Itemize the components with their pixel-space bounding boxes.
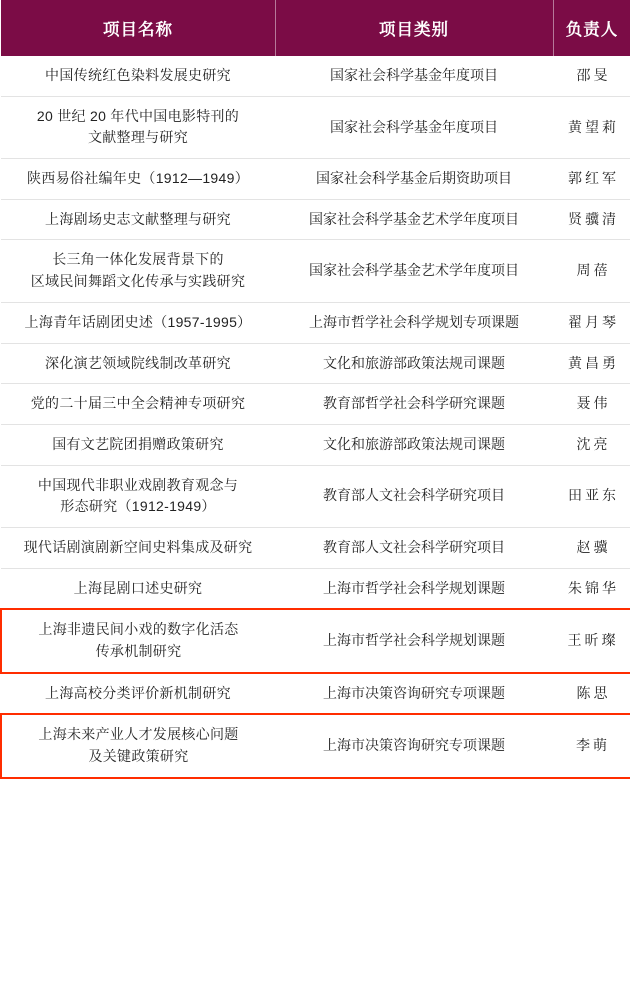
cell-project-category <box>275 302 553 343</box>
project-category-line: 国家社会科学基金后期资助项目 <box>316 170 512 187</box>
cell-project-name <box>1 527 275 568</box>
project-category-line: 文化和旅游部政策法规司课题 <box>323 354 505 371</box>
cell-lead: 聂伟 <box>553 384 630 425</box>
table-row <box>1 673 630 715</box>
cell-lead: 翟月琴 <box>553 302 630 343</box>
cell-project-category <box>275 159 553 200</box>
cell-project-category <box>275 56 553 96</box>
project-category-line: 上海市哲学社会科学规划专项课题 <box>309 313 519 330</box>
project-name-line: 上海非遗民间小戏的数字化活态 <box>38 621 239 638</box>
project-category-line: 国家社会科学基金艺术学年度项目 <box>309 210 519 227</box>
cell-project-category <box>275 465 553 527</box>
table-row <box>1 343 630 384</box>
project-name-line: 传承机制研究 <box>95 643 182 659</box>
project-name-line: 陕西易俗社编年史（1912—1949） <box>27 170 249 187</box>
table-row <box>1 609 630 672</box>
cell-project-name <box>1 673 275 715</box>
table-body <box>1 56 630 778</box>
project-category-line: 上海市哲学社会科学规划课题 <box>323 632 505 649</box>
table-row <box>1 568 630 609</box>
project-name-line: 上海青年话剧团史述（1957-1995） <box>24 313 252 330</box>
project-category-line: 国家社会科学基金年度项目 <box>330 67 498 83</box>
table-row <box>1 384 630 425</box>
cell-project-category <box>275 343 553 384</box>
cell-lead: 邵旻 <box>553 56 630 96</box>
project-name-line: 长三角一体化发展背景下的 <box>52 251 224 268</box>
cell-project-name <box>1 424 275 465</box>
project-category-line: 上海市决策咨询研究专项课题 <box>323 737 505 754</box>
cell-project-name <box>1 343 275 384</box>
cell-project-category <box>275 527 553 568</box>
table-row <box>1 240 630 302</box>
project-name-line: 中国现代非职业戏剧教育观念与 <box>37 476 239 493</box>
project-name-line: 区域民间舞蹈文化传承与实践研究 <box>30 273 246 290</box>
project-category-line: 国家社会科学基金年度项目 <box>330 118 498 135</box>
project-category-line: 国家社会科学基金艺术学年度项目 <box>309 262 519 279</box>
cell-project-category <box>275 714 553 777</box>
cell-lead: 李萌 <box>553 714 630 777</box>
cell-lead: 王昕璨 <box>553 609 630 672</box>
cell-lead: 赵骥 <box>553 527 630 568</box>
cell-project-name <box>1 56 275 96</box>
project-category-line: 教育部人文社会科学研究项目 <box>323 538 505 555</box>
cell-project-category <box>275 609 553 672</box>
cell-project-name <box>1 714 275 777</box>
table-row <box>1 424 630 465</box>
cell-lead: 田亚东 <box>553 465 630 527</box>
cell-project-name <box>1 159 275 200</box>
cell-lead: 沈亮 <box>553 424 630 465</box>
project-name-line: 上海昆剧口述史研究 <box>73 579 203 596</box>
project-name-line: 党的二十届三中全会精神专项研究 <box>30 395 246 412</box>
cell-lead: 黄望莉 <box>553 96 630 158</box>
cell-project-name <box>1 384 275 425</box>
cell-lead: 贤骥清 <box>553 199 630 240</box>
column-header-project-category: 项目类别 <box>275 0 553 56</box>
table-row <box>1 527 630 568</box>
cell-project-name <box>1 609 275 672</box>
cell-project-name <box>1 199 275 240</box>
table-row <box>1 96 630 158</box>
project-name-line: 文献整理与研究 <box>87 129 189 146</box>
project-category-line: 教育部哲学社会科学研究课题 <box>323 395 505 412</box>
cell-lead: 黄昌勇 <box>553 343 630 384</box>
project-name-line: 上海剧场史志文献整理与研究 <box>45 210 231 227</box>
table-header-row <box>1 0 630 56</box>
cell-project-category <box>275 424 553 465</box>
cell-project-category <box>275 384 553 425</box>
project-category-line: 上海市决策咨询研究专项课题 <box>323 684 505 701</box>
cell-project-name <box>1 465 275 527</box>
cell-project-name <box>1 302 275 343</box>
project-name-line: 20 世纪 20 年代中国电影特刊的 <box>36 107 240 124</box>
column-header-project-name: 项目名称 <box>1 0 275 56</box>
cell-project-name <box>1 568 275 609</box>
cell-project-name <box>1 96 275 158</box>
cell-project-category <box>275 96 553 158</box>
table-row <box>1 199 630 240</box>
cell-lead: 周蓓 <box>553 240 630 302</box>
project-name-line: 深化演艺领域院线制改革研究 <box>45 354 231 371</box>
column-header-lead: 负责人 <box>553 0 630 56</box>
project-name-line: 国有文艺院团捐赠政策研究 <box>52 435 224 452</box>
cell-project-category <box>275 240 553 302</box>
project-name-line: 上海未来产业人才发展核心问题 <box>38 726 239 743</box>
project-name-line: 中国传统红色染料发展史研究 <box>45 67 231 83</box>
project-category-line: 上海市哲学社会科学规划课题 <box>323 579 505 596</box>
project-name-line: 形态研究（1912-1949） <box>60 498 216 515</box>
project-name-line: 及关键政策研究 <box>88 748 189 765</box>
cell-lead: 郭红军 <box>553 159 630 200</box>
project-name-line: 现代话剧演剧新空间史料集成及研究 <box>23 538 253 555</box>
table-row <box>1 159 630 200</box>
table-row <box>1 302 630 343</box>
project-category-line: 文化和旅游部政策法规司课题 <box>323 435 505 452</box>
cell-project-name <box>1 240 275 302</box>
cell-lead: 朱锦华 <box>568 579 619 596</box>
project-name-line: 上海高校分类评价新机制研究 <box>45 684 231 701</box>
cell-lead: 陈思 <box>576 684 611 701</box>
table-row <box>1 465 630 527</box>
table-row <box>1 56 630 96</box>
cell-project-category <box>275 673 553 715</box>
project-category-line: 教育部人文社会科学研究项目 <box>323 487 505 504</box>
cell-project-category <box>275 568 553 609</box>
cell-project-category <box>275 199 553 240</box>
table-row <box>1 714 630 777</box>
table-header <box>1 0 630 56</box>
